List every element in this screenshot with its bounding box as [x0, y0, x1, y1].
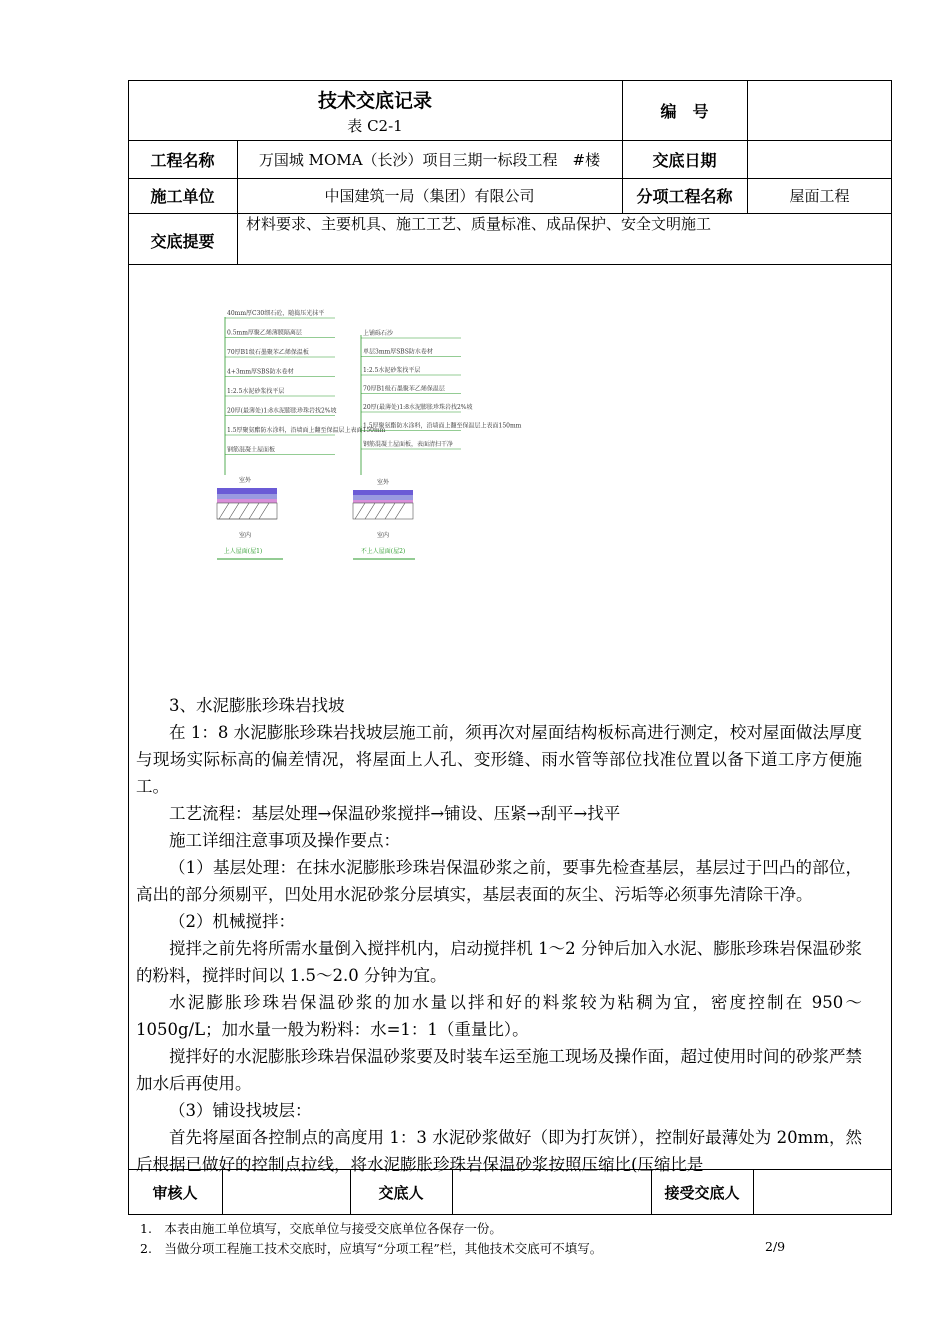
left-roof-section	[217, 317, 277, 519]
page-number: 2/9	[765, 1239, 786, 1254]
layer-label: 1.5厚聚氨酯防水涂料，沿墙面上翻至保温层上表面150mm	[227, 427, 386, 434]
form-number	[128, 113, 622, 137]
left-layer-labels	[225, 309, 386, 455]
reviewer-value	[222, 1169, 350, 1215]
paragraph: （3）铺设找坡层：	[169, 1101, 312, 1120]
left-caption: 上人屋面(屋1)	[223, 548, 263, 555]
subproject-value: 屋面工程	[789, 187, 850, 205]
layer-label: 1.5厚聚氨酯防水涂料，沿墙面上翻至保温层上表面150mm	[363, 422, 522, 430]
paragraph: （1）基层处理：在抹水泥膨胀珍珠岩保温砂浆之前，要事先检查基层，基层过于凹凸的部位，高出的部分须剔平，凹处用水泥砂浆分层填实，基层表面的灰尘、污垢等必须事先清除干净。	[136, 858, 862, 904]
disclosure-body	[136, 692, 862, 1178]
summary-value: 材料要求、主要机具、施工工艺、质量标准、成品保护、安全文明施工	[246, 215, 712, 233]
layer-label: 70厚B1级石墨聚苯乙烯保温层	[363, 385, 445, 393]
discloser-value	[452, 1169, 651, 1215]
number-label: 编 号	[660, 101, 709, 121]
row-divider	[128, 264, 892, 265]
number-value	[747, 80, 892, 140]
footnote: 2. 当做分项工程施工技术交底时，应填写“分项工程”栏，其他技术交底可不填写。	[140, 1241, 603, 1256]
date-label: 交底日期	[652, 150, 717, 170]
paragraph: 搅拌好的水泥膨胀珍珠岩保温砂浆要及时装车运至施工现场及操作面，超过使用时间的砂浆严禁加水后再使用。	[136, 1047, 862, 1093]
project-label: 工程名称	[150, 150, 215, 170]
paragraph: 施工详细注意事项及操作要点：	[169, 831, 400, 850]
paragraph: 工艺流程：基层处理→保温砂浆搅拌→铺设、压紧→刮平→找平	[169, 804, 621, 823]
layer-label: 4+3mm厚SBS防水卷材	[227, 368, 294, 376]
layer-label: 钢筋混凝土屋面板	[227, 446, 276, 454]
receiver-value	[753, 1169, 892, 1215]
roof-section-diagram	[215, 305, 522, 570]
subproject-label: 分项工程名称	[636, 187, 733, 206]
layer-label: 20厚(最薄处)1:8水泥膨胀珍珠岩找2%坡	[227, 407, 337, 415]
left-outside-label: 室外	[238, 477, 252, 484]
paragraph: （2）机械搅拌：	[169, 912, 295, 931]
right-inside-label: 室内	[376, 532, 390, 539]
summary-label: 交底提要	[150, 231, 215, 251]
left-inside-label: 室内	[238, 532, 252, 539]
layer-label: 0.5mm厚聚乙烯薄膜隔离层	[227, 329, 302, 337]
layer-label: 20厚(最薄处)1:8水泥膨胀珍珠岩找2%坡	[363, 404, 473, 411]
layer-label: 上铺砾石沙	[363, 330, 394, 337]
form-number-text: 表 C2-1	[347, 116, 403, 135]
receiver-label: 接受交底人	[664, 1183, 740, 1202]
paragraph: 搅拌之前先将所需水量倒入搅拌机内，启动搅拌机 1～2 分钟后加入水泥、膨胀珍珠岩保温砂浆的粉料，搅拌时间以 1.5～2.0 分钟为宜。	[136, 939, 862, 985]
layer-label: 40mm厚C30细石砼，随捣压光抹平	[227, 310, 325, 317]
layer-label: 1:2.5水泥砂浆找平层	[227, 388, 285, 395]
unit-value: 中国建筑一局（集团）有限公司	[324, 187, 535, 205]
section-heading: 3、水泥膨胀珍珠岩找坡	[169, 696, 345, 715]
paragraph: 在 1：8 水泥膨胀珍珠岩找坡层施工前，须再次对屋面结构板标高进行测定，校对屋面做法厚度与现场实际标高的偏差情况，将屋面上人孔、变形缝、雨水管等部位找准位置以备下道工序方便施工。	[136, 723, 862, 796]
page-title: 技术交底记录	[317, 89, 432, 112]
layer-label: 70厚B1级石墨聚苯乙烯保温板	[227, 349, 309, 356]
paragraph: 首先将屋面各控制点的高度用 1：3 水泥砂浆做好（即为打灰饼），控制好最薄处为 20mm，然后根据已做好的控制点拉线，将水泥膨胀珍珠岩保温砂浆按照压缩比(压缩比是	[136, 1128, 862, 1174]
right-outside-label: 室外	[376, 479, 390, 486]
paragraph: 水泥膨胀珍珠岩保温砂浆的加水量以拌和好的料浆较为粘稠为宜，密度控制在 950～1050g/L；加水量一般为粉料：水=1：1（重量比）。	[136, 993, 862, 1039]
discloser-label: 交底人	[378, 1183, 424, 1202]
layer-label: 单层3mm厚SBS防水卷材	[363, 348, 433, 356]
layer-label: 钢筋混凝土屋面板，表面清扫干净	[363, 441, 454, 448]
footnote: 1. 本表由施工单位填写，交底单位与接受交底单位各保存一份。	[140, 1221, 502, 1236]
project-value: 万国城 MOMA（长沙）项目三期一标段工程 #楼	[258, 150, 601, 169]
right-caption: 不上人屋面(屋2)	[360, 548, 406, 555]
layer-label: 1:2.5水泥砂浆找平层	[363, 367, 421, 374]
date-value	[747, 140, 892, 178]
reviewer-label: 审核人	[152, 1183, 198, 1202]
unit-label: 施工单位	[150, 187, 215, 206]
